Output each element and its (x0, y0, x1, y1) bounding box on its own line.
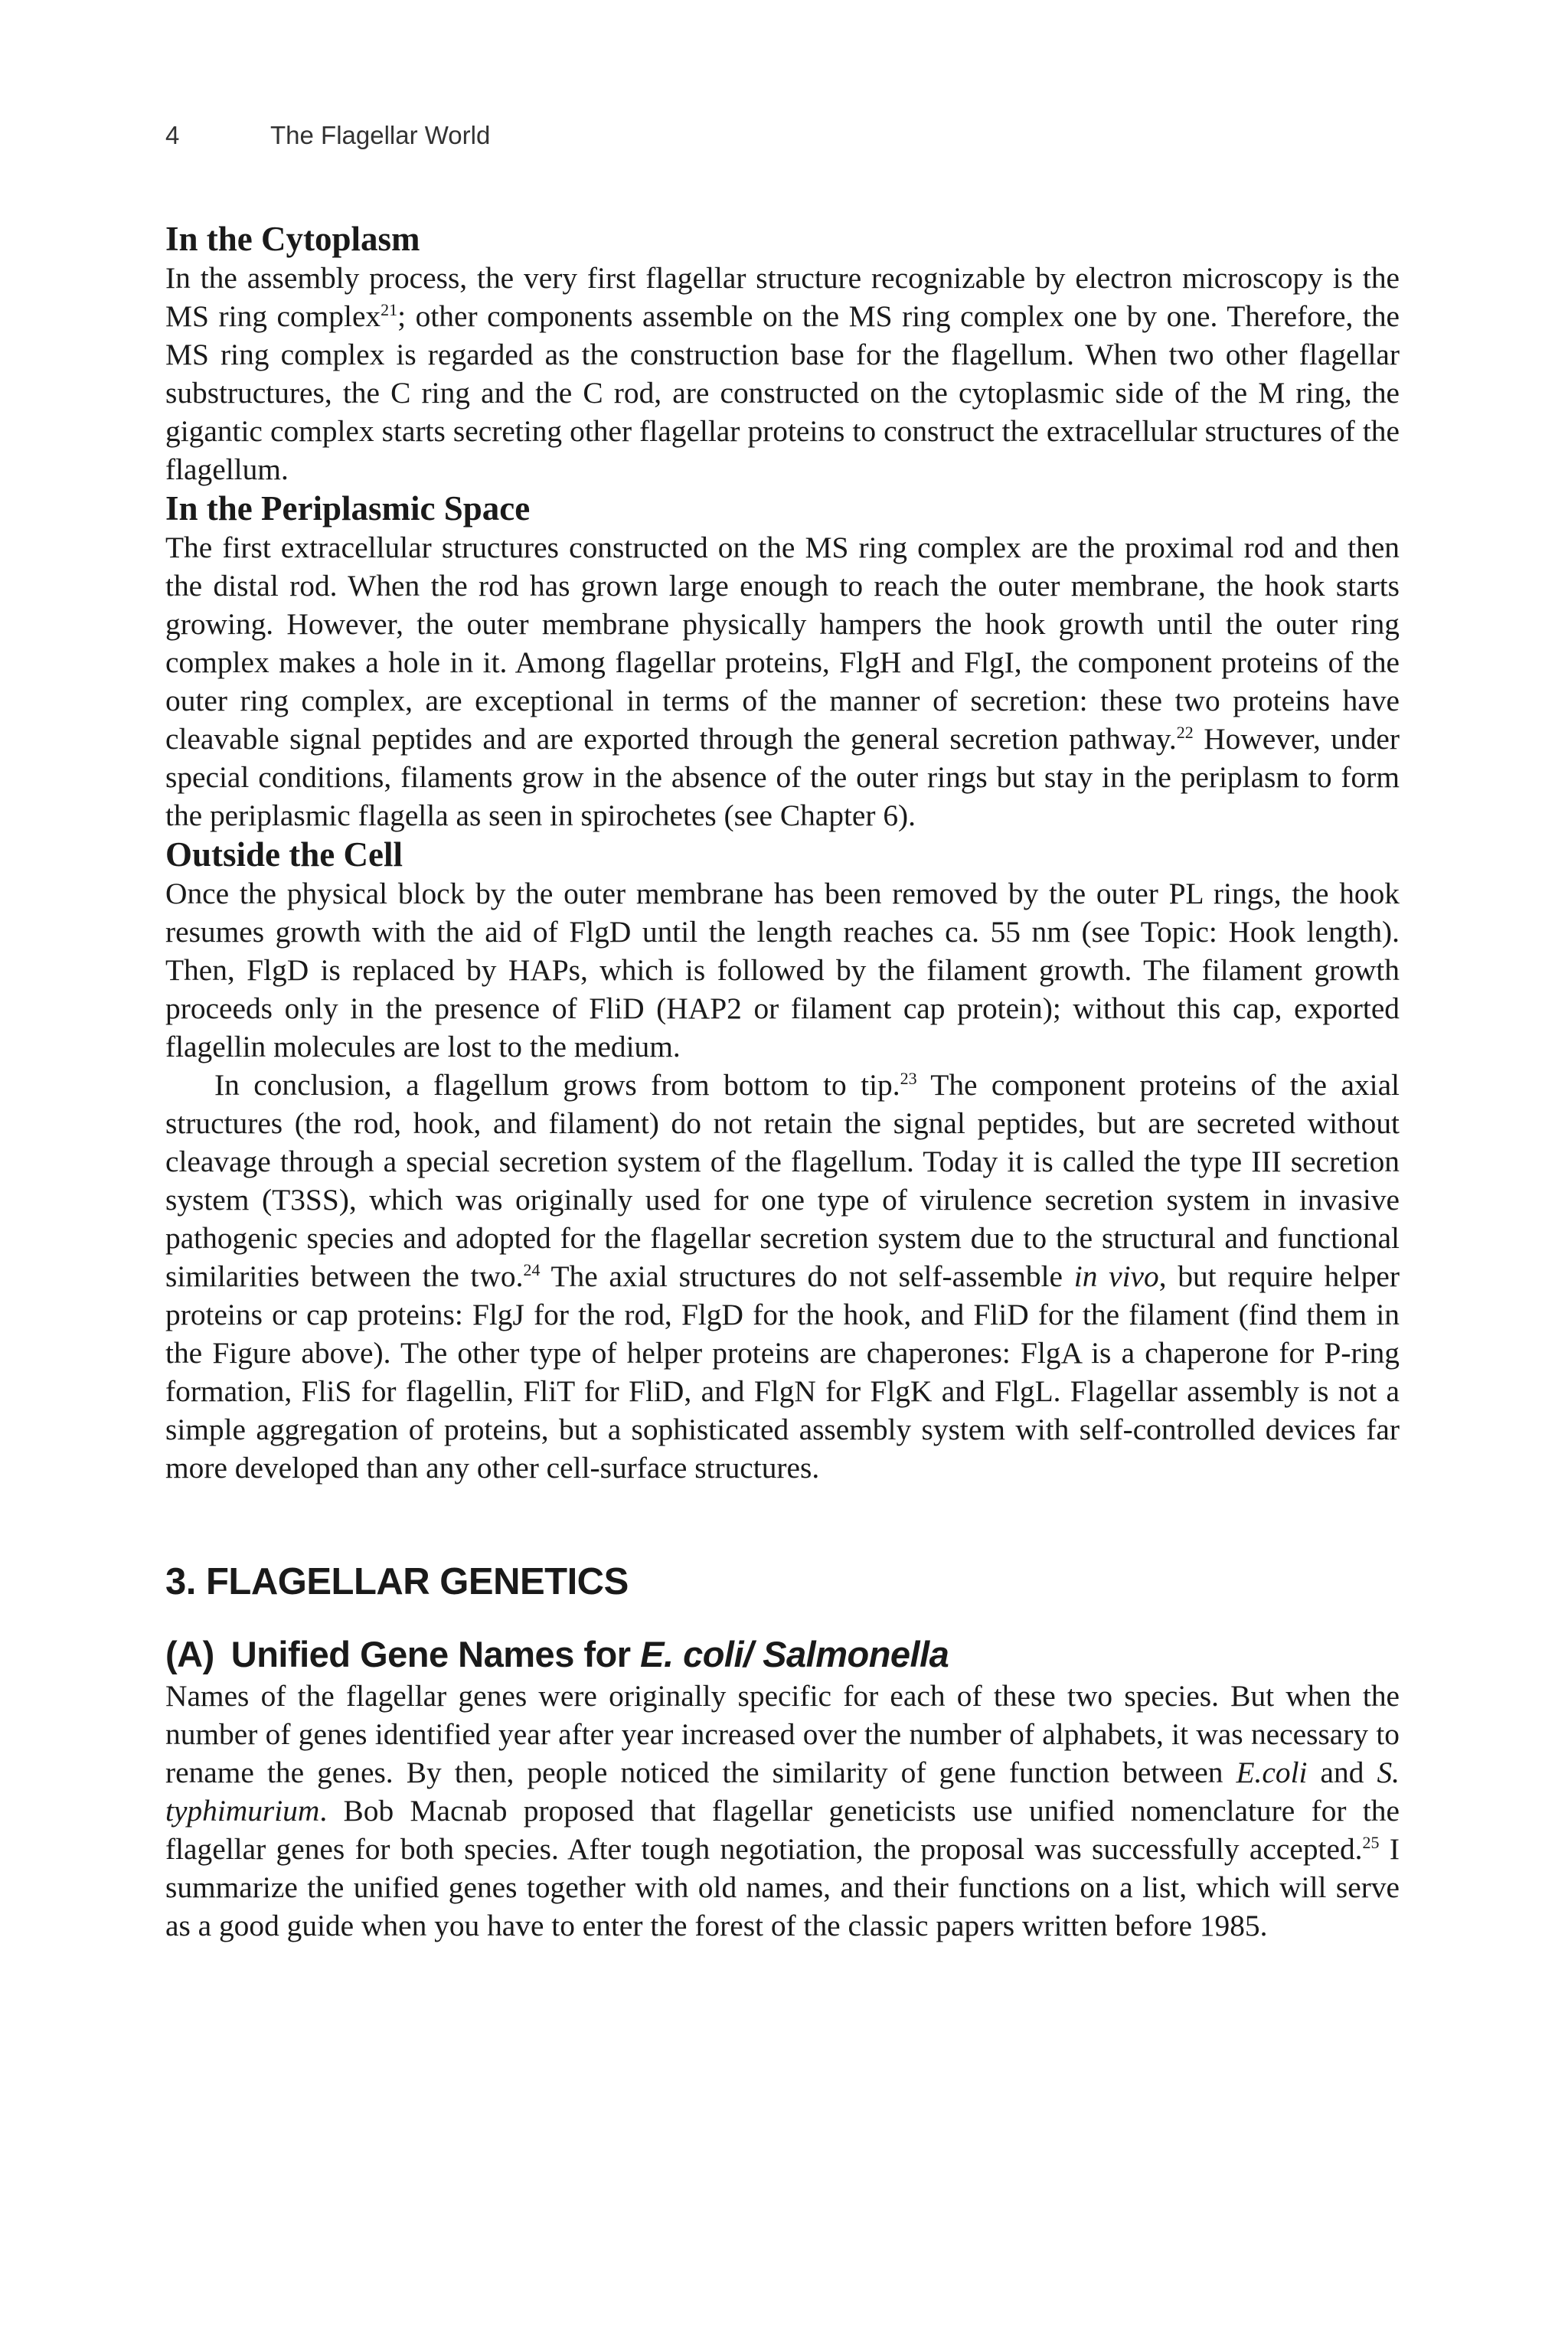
text-run: The first extracellular structures constructed on the MS ring complex are the proximal rod and then the distal rod. When the rod has grown large enough to reach the outer membrane, the hook starts growing. However, the outer membrane physically hampers the hook growth until the outer ring complex makes a hole in it. Among flagellar proteins, FlgH and FlgI, the component proteins of the outer ring complex, are exceptional in terms of the manner of secretion: these two proteins have cleavable signal peptides and are exported through the general secretion pathway. (165, 531, 1400, 756)
text-run: Names of the flagellar genes were originally specific for each of these two species. But when the number of genes identified year after year increased over the number of alphabets, it was necessary to rename the genes. By then, people noticed the similarity of gene function between (165, 1679, 1400, 1789)
footnote-ref-23[interactable]: 23 (900, 1068, 917, 1088)
text-run: In the assembly process, the very first flagellar structure recognizable by electron microscopy is the MS ring complex (165, 261, 1400, 333)
paragraph-outside-2 (165, 1066, 1400, 1487)
footnote-ref-21[interactable]: 21 (381, 299, 398, 319)
text-run: However, under special conditions, filaments grow in the absence of the outer rings but stay in the periplasm to form the periplasmic flagella as seen in spirochetes (see Chapter 6). (165, 722, 1400, 832)
text-run: and (1307, 1756, 1377, 1789)
footnote-ref-22[interactable]: 22 (1176, 722, 1194, 742)
text-run: The axial structures do not self-assemble (540, 1259, 1074, 1293)
section-title-italic: E. coli/ Salmonella (640, 1634, 949, 1674)
running-head (165, 121, 490, 150)
heading-cytoplasm: In the Cytoplasm (165, 220, 420, 258)
section-heading-unified-gene-names (165, 1632, 1400, 1677)
species-styphimurium: S. typhimurium (165, 1756, 1400, 1828)
paragraph-outside-1: Once the physical block by the outer membrane has been removed by the outer PL rings, the hook resumes growth with the aid of FlgD until the length reaches ca. 55 nm (see Topic: Hook length). Then, FlgD is replaced by HAPs, which is followed by the filament growth. The filament growth proceeds only in the presence of FliD (HAP2 or filament cap protein); without this cap, exported flagellin molecules are lost to the medium. (165, 877, 1400, 1063)
text-run: ; other components assemble on the MS ring complex one by one. Therefore, the MS ring complex is regarded as the construction base for the flagellum. When two other flagellar substructures, the C ring and the C rod, are constructed on the cytoplasmic side of the M ring, the gigantic complex starts secreting other flagellar proteins to construct the extracellular structures of the flagellum. (165, 299, 1400, 486)
section-label: (A) (165, 1634, 214, 1674)
body-text (165, 219, 1400, 1945)
italic-term: in vivo (1073, 1259, 1159, 1293)
paragraph-periplasm (165, 528, 1400, 835)
running-title: The Flagellar World (270, 121, 491, 149)
text-run: I summarize the unified genes together with old names, and their functions on a list, which will serve as a good guide when you have to enter the forest of the classic papers written before 1985. (165, 1832, 1400, 1942)
heading-outside-the-cell: Outside the Cell (165, 835, 403, 874)
chapter-heading-genetics: 3. FLAGELLAR GENETICS (165, 1561, 629, 1602)
footnote-ref-25[interactable]: 25 (1362, 1832, 1380, 1852)
text-run: . Bob Macnab proposed that flagellar geneticists use unified nomenclature for the flagellar genes for both species. After tough negotiation, the proposal was successfully accepted. (165, 1794, 1400, 1866)
footnote-ref-24[interactable]: 24 (523, 1259, 541, 1279)
paragraph-cytoplasm (165, 259, 1400, 488)
text-run: , but require helper proteins or cap proteins: FlgJ for the rod, FlgD for the hook, and FliD for the filament (find them in the Figure above). The other type of helper proteins are chaperones: FlgA is a chaperone for P-ring formation, FliS for flagellin, FliT for FliD, and FlgN for FlgK and FlgL. Flagellar assembly is not a simple aggregation of proteins, but a sophisticated assembly system with self-controlled devices far more developed than any other cell-surface structures. (165, 1259, 1400, 1485)
paragraph-genetics (165, 1677, 1400, 1945)
page-number: 4 (165, 121, 180, 149)
text-run: The component proteins of the axial structures (the rod, hook, and filament) do not retain the signal peptides, but are secreted without cleavage through a special secretion system of the flagellum. Today it is called the type III secretion system (T3SS), which was originally used for one type of virulence secretion system in invasive pathogenic species and adopted for the flagellar secretion system due to the structural and functional similarities between the two. (165, 1068, 1400, 1293)
section-title: Unified Gene Names for (230, 1634, 641, 1674)
heading-periplasmic-space: In the Periplasmic Space (165, 489, 531, 528)
species-ecoli: E.coli (1236, 1756, 1308, 1789)
text-run: In conclusion, a flagellum grows from bottom to tip. (214, 1068, 900, 1102)
